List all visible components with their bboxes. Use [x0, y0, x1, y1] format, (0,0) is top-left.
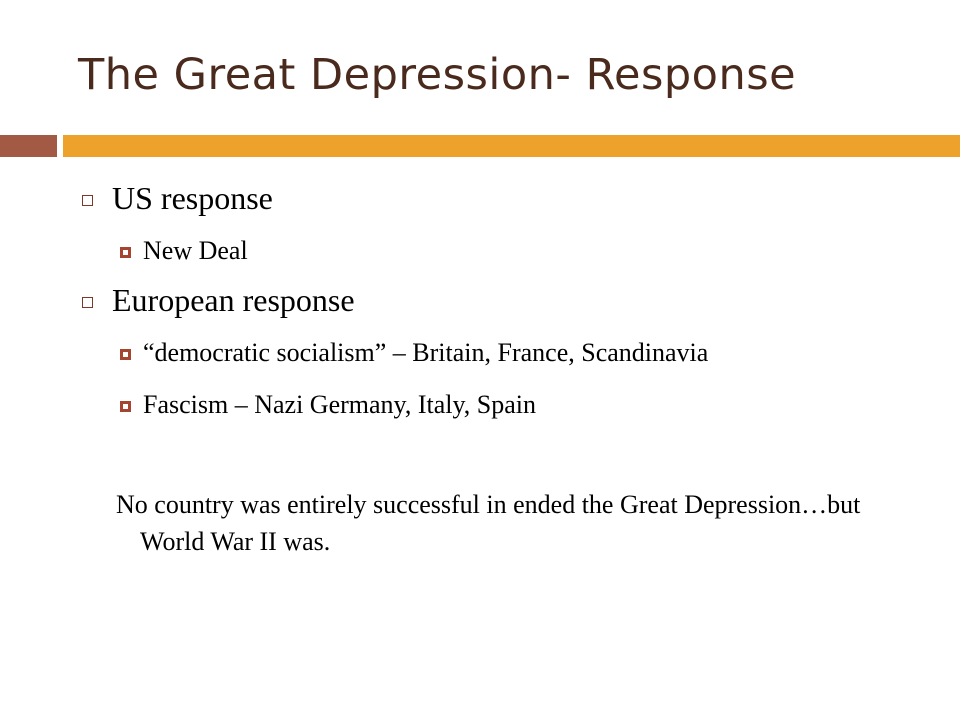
outline-item-us-response: US response	[112, 180, 273, 216]
hollow-square-icon	[82, 297, 93, 308]
slide-title: The Great Depression- Response	[78, 50, 797, 100]
outline-subitem-new-deal: New Deal	[143, 236, 248, 265]
outline-subitem-democratic-socialism: “democratic socialism” – Britain, France, Scandinavia	[143, 338, 709, 367]
closing-note: No country was entirely successful in ended the Great Depression…but World War II was.	[116, 490, 861, 556]
filled-square-icon	[120, 349, 131, 360]
filled-square-icon	[120, 401, 131, 412]
outline-item-european-response: European response	[112, 282, 355, 318]
outline-subitem-fascism: Fascism – Nazi Germany, Italy, Spain	[143, 390, 537, 419]
hollow-square-icon	[82, 195, 93, 206]
filled-square-icon	[120, 247, 131, 258]
